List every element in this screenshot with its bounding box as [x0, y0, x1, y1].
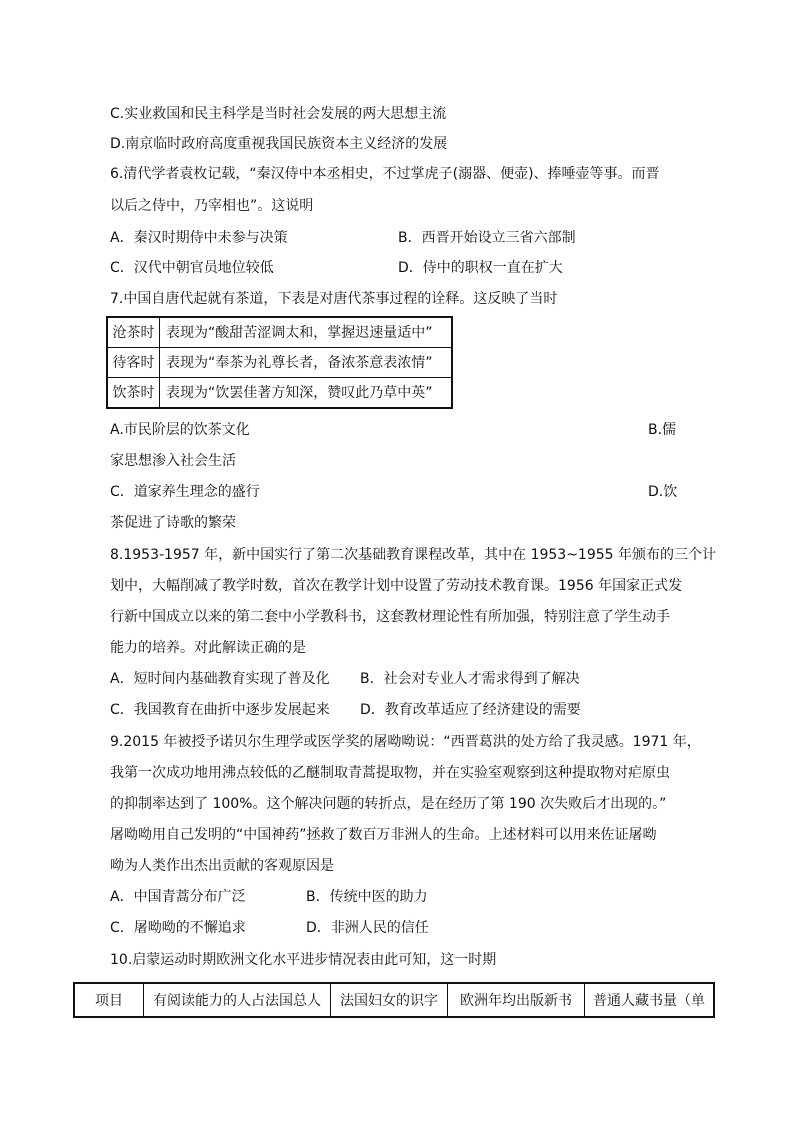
- q7-option-b-start: B.儒: [648, 422, 677, 438]
- q8-stem-line-4: 能力的培养。对此解读正确的是: [110, 640, 306, 656]
- q9-stem-line-5: 呦为人类作出杰出贡献的客观原因是: [110, 858, 334, 874]
- option-c-prev: C.实业救国和民主科学是当时社会发展的两大思想主流: [110, 106, 447, 122]
- q6-option-c: C．汉代中朝官员地位较低: [110, 260, 274, 276]
- table-key-cell: 待客时: [107, 348, 160, 378]
- table-key-cell: 饮茶时: [107, 378, 160, 409]
- q8-option-d: D．教育改革适应了经济建设的需要: [360, 702, 581, 718]
- table-header-cell: 有阅读能力的人占法国总人: [144, 983, 331, 1017]
- q10-culture-table: [73, 982, 715, 1018]
- table-header-cell: 普通人藏书量（单: [585, 983, 715, 1017]
- q6-option-b: B．西晋开始设立三省六部制: [398, 230, 576, 246]
- q8-stem-line-2: 划中，大幅削减了教学时数，首次在教学计划中设置了劳动技术教育课。1956 年国家正式发: [110, 578, 683, 594]
- table-header-cell: 项目: [74, 983, 144, 1017]
- q8-option-c: C．我国教育在曲折中逐步发展起来: [110, 702, 330, 718]
- q6-option-a: A．秦汉时期侍中未参与决策: [110, 230, 288, 246]
- table-header-cell: 欧洲年均出版新书: [448, 983, 585, 1017]
- q9-stem-line-4: 屠呦呦用自己发明的“中国神药”拯救了数百万非洲人的生命。上述材料可以用来佐证屠呦: [110, 827, 657, 843]
- q7-option-d-start: D.饮: [648, 484, 678, 500]
- q9-stem-line-3: 的抑制率达到了 100%。这个解决问题的转折点，是在经历了第 190 次失败后才出现的。”: [110, 796, 667, 812]
- q9-option-a: A．中国青蒿分布广泛: [110, 889, 246, 905]
- q10-stem: 10.启蒙运动时期欧洲文化水平进步情况表由此可知，这一时期: [110, 952, 497, 968]
- table-row: [74, 983, 714, 1017]
- q9-option-b: B．传统中医的助力: [306, 889, 428, 905]
- q9-option-c: C．屠呦呦的不懈追求: [110, 920, 246, 936]
- q7-option-a: A.市民阶层的饮茶文化: [110, 422, 250, 438]
- q8-option-a: A．短时间内基础教育实现了普及化: [110, 671, 330, 687]
- q8-option-b: B．社会对专业人才需求得到了解决: [360, 671, 580, 687]
- q9-stem-line-2: 我第一次成功地用沸点较低的乙醚制取青蒿提取物，并在实验室观察到这种提取物对疟原虫: [110, 765, 670, 781]
- q7-option-c: C．道家养生理念的盛行: [110, 484, 260, 500]
- option-d-prev: D.南京临时政府高度重视我国民族资本主义经济的发展: [110, 136, 448, 152]
- table-value-cell: 表现为“饮罢佳著方知深，赞叹此乃草中英”: [160, 378, 453, 409]
- q9-stem-line-1: 9.2015 年被授予诺贝尔生理学或医学奖的屠呦呦说：“西晋葛洪的处方给了我灵感。1971 年，: [110, 734, 701, 750]
- q7-tea-table: [106, 316, 453, 409]
- q8-stem-line-1: 8.1953-1957 年，新中国实行了第二次基础教育课程改革，其中在 1953~1955 年颁布的三个计: [110, 547, 717, 563]
- q7-stem: 7.中国自唐代起就有茶道，下表是对唐代茶事过程的诠释。这反映了当时: [110, 291, 558, 307]
- table-row: [107, 317, 452, 348]
- q6-option-d: D．侍中的职权一直在扩大: [398, 260, 563, 276]
- q6-stem-line-1: 6.清代学者袁枚记载，“秦汉侍中本丞相史，不过掌虎子(溺器、便壶)、捧唾壶等事。而晋: [110, 166, 660, 182]
- q9-option-d: D．非洲人民的信任: [306, 920, 429, 936]
- table-row: [107, 378, 452, 409]
- table-header-cell: 法国妇女的识字: [331, 983, 448, 1017]
- table-row: [107, 348, 452, 378]
- table-value-cell: 表现为“奉茶为礼尊长者，备浓茶意表浓情”: [160, 348, 453, 378]
- table-value-cell: 表现为“酸甜苦涩调太和，掌握迟速量适中”: [160, 317, 453, 348]
- q6-stem-line-2: 以后之侍中，乃宰相也”。这说明: [110, 198, 314, 214]
- q7-option-b-cont: 家思想渗入社会生活: [110, 453, 236, 469]
- q8-stem-line-3: 行新中国成立以来的第二套中小学教科书，这套教材理论性有所加强，特别注意了学生动手: [110, 609, 670, 625]
- q7-option-d-cont: 茶促进了诗歌的繁荣: [110, 515, 236, 531]
- table-key-cell: 沧茶时: [107, 317, 160, 348]
